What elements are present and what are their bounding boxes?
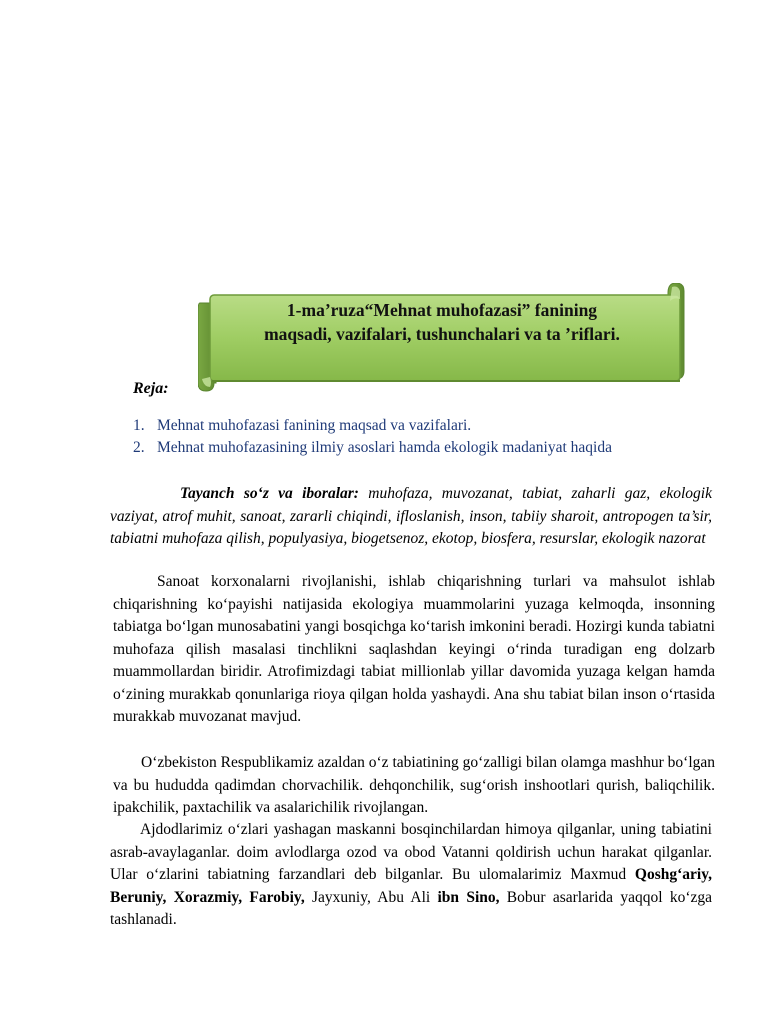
body-paragraph-3 xyxy=(110,819,712,932)
keywords-text: muhofaza, muvozanat, tabiat, zaharli gaz, ekologik vaziyat, atrof muhit, sanoat, zararli chiqindi, ifloslanish, inson, tabiiy sharoit, antropogen ta’sir, tabiatni muhofaza qilish, populyasiya, biogetsenoz, ekotop, biosfera, resurslar, ekologik nazorat xyxy=(110,485,712,547)
scholar-names: Qoshg‘ariy, Beruniy, Xorazmiy, Farobiy, xyxy=(110,866,712,906)
list-item-text: Mehnat muhofazasining ilmiy asoslari hamda ekologik madaniyat haqida xyxy=(157,439,612,456)
list-item-number: 1. xyxy=(133,417,145,434)
lecture-title xyxy=(220,298,664,346)
plan-heading: Reja: xyxy=(133,380,169,397)
title-banner xyxy=(198,283,686,393)
list-item-number: 2. xyxy=(133,439,145,456)
keywords-label: Tayanch so‘z va iboralar: xyxy=(180,485,359,502)
list-item-text: Mehnat muhofazasi fanining maqsad va vazifalari. xyxy=(157,417,472,434)
lecture-title-line2: maqsadi, vazifalari, tushunchalari va ta ’riflari. xyxy=(264,324,620,344)
list-item xyxy=(133,437,733,459)
paragraph3-text-b: Jayxuniy, Abu Ali xyxy=(304,888,438,906)
body-paragraph-1: Sanoat korxonalarni rivojlanishi, ishlab chiqarishning turlari va mahsulot ishlab chiqarishning ko‘payishi natijasida ekologiya muammolarini yuzaga kelmoqda, insonning tabiatga bo‘lgan munosabatini yangi bosqichga ko‘tarish imkonini beradi. Hozirgi kunda tabiatni muhofaza qilish masalasi tinchlikni saqlashdan keyingi o‘rinda turadigan eng dolzarb muammollardan biridir. Atrofimizdagi tabiat millionlab yillar davomida yuzaga kelgan hamda o‘zining murakkab qonunlariga rioya qilgan holda yashaydi. Ana shu tabiat bilan inson o‘rtasida murakkab muvozanat mavjud. xyxy=(113,573,715,725)
paragraph3-text-c: Bobur asarlarida yaqqol ko‘zga tashlanadi. xyxy=(110,888,712,928)
list-item xyxy=(133,415,733,437)
lecture-title-line1: 1-ma’ruza“Mehnat muhofazasi” fanining xyxy=(286,300,598,320)
keywords-paragraph xyxy=(110,483,712,551)
plan-list xyxy=(133,415,733,459)
paragraph3-text-a: Ajdodlarimiz o‘zlari yashagan maskanni bosqinchilardan himoya qilganlar, uning tabiatini asrab-avaylaganlar. doim avlodlarga ozod va obod Vatanni qoldirish uchun harakat qilganlar. Ular o‘zlarini tabiatning farzandlari deb bilganlar. Bu ulomalarimiz Maxmud xyxy=(110,821,712,883)
scholar-ibn-sino: ibn Sino, xyxy=(437,888,500,906)
body-paragraph-2: O‘zbekiston Respublikamiz azaldan o‘z tabiatining go‘zalligi bilan olamga mashhur bo‘lgan va bu hududda qadimdan chorvachilik. dehqonchilik, sug‘orish inshootlari qurish, baliqchilik. ipakchilik, paxtachilik va asalarichilik rivojlangan. xyxy=(113,754,715,816)
